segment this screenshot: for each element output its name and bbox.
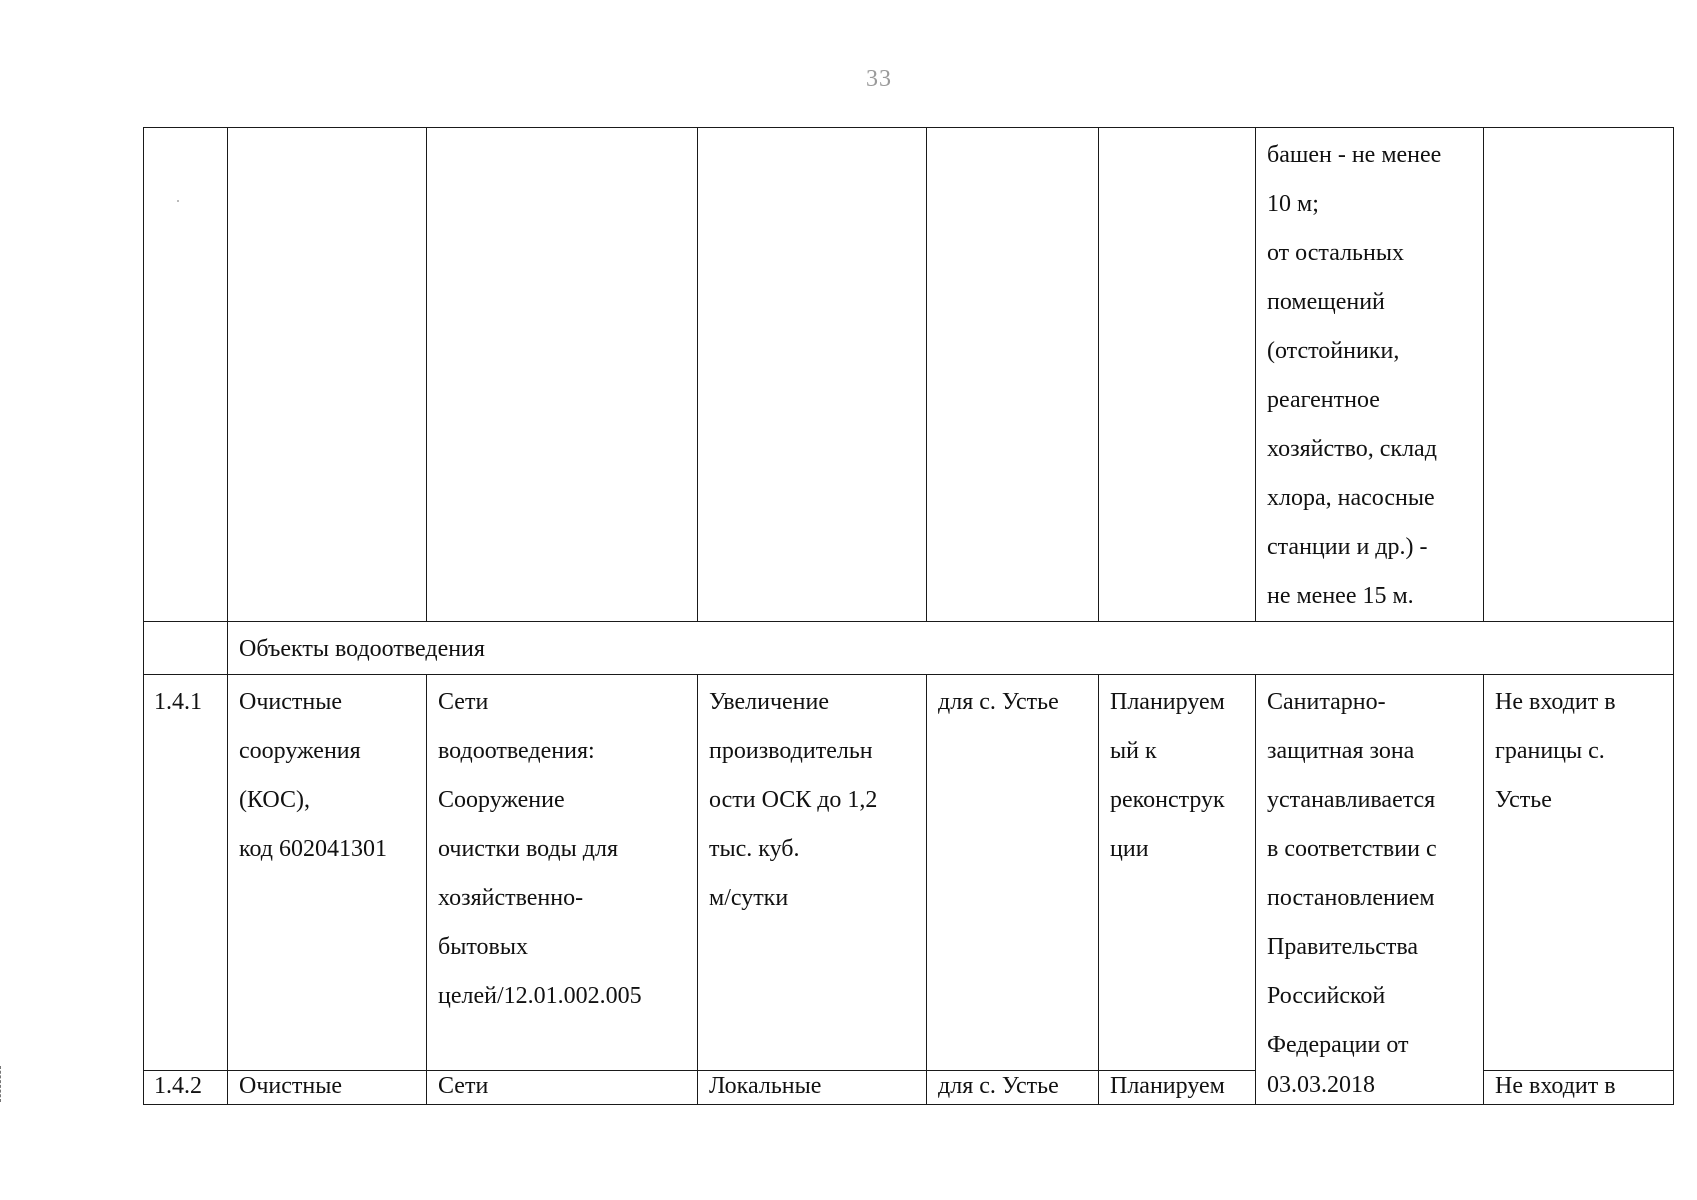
zone-text-line: от остальных (1267, 240, 1404, 266)
table-row (144, 1070, 1674, 1104)
object-type (427, 1070, 698, 1104)
status-line: ый к (1110, 738, 1157, 764)
type-line: очистки воды для (438, 836, 618, 862)
zone-line: постановлением (1267, 885, 1435, 911)
page-number: 33 (866, 66, 892, 92)
status-line: Планируем (1110, 689, 1225, 715)
continuation-row (144, 128, 1674, 622)
zone-text-line: не менее 15 м. (1267, 583, 1414, 609)
cont-cell-num (144, 128, 228, 622)
characteristics-line: м/сутки (709, 885, 789, 911)
row-number (144, 675, 228, 1071)
type-line: Сети (438, 689, 489, 715)
characteristics-line: Увеличение (709, 689, 830, 715)
status-line: ции (1110, 836, 1149, 862)
object-name (228, 1070, 427, 1104)
zone-text-line: хлора, насосные (1267, 485, 1435, 511)
zone-text-line: хозяйство, склад (1267, 436, 1437, 462)
status-line: Планируем (1110, 1072, 1225, 1099)
cont-cell-zone (1256, 128, 1484, 622)
zone-line: защитная зона (1267, 738, 1415, 764)
zone-line: Российской (1267, 983, 1386, 1009)
cont-cell-note (1484, 128, 1674, 622)
section-header-row (144, 622, 1674, 675)
type-line: Сооружение (438, 787, 565, 813)
section-cell-num (144, 622, 228, 675)
row-number-text: 1.4.2 (154, 1072, 202, 1099)
location-line: для с. Устье (938, 689, 1059, 715)
margin-scan-marks (0, 1066, 7, 1102)
note-line: границы с. (1495, 738, 1605, 764)
type-line: хозяйственно- (438, 885, 584, 911)
zone-text-line: 10 м; (1267, 191, 1319, 217)
note-line: Не входит в (1495, 689, 1616, 715)
cont-cell-status (1099, 128, 1256, 622)
object-note (1484, 1070, 1674, 1104)
object-characteristics (698, 675, 927, 1071)
name-line: Очистные (239, 1072, 343, 1099)
type-line: Сети (438, 1072, 489, 1099)
zone-line: в соответствии с (1267, 836, 1437, 862)
zone-line: устанавливается (1267, 787, 1436, 813)
location-line: для с. Устье (938, 1072, 1059, 1099)
type-line: целей/12.01.002.005 (438, 983, 642, 1009)
characteristics-line: производительн (709, 738, 873, 764)
zone-text-line: помещений (1267, 289, 1385, 315)
characteristics-line: Локальные (709, 1072, 822, 1099)
cont-cell-name (228, 128, 427, 622)
name-line: код 602041301 (239, 836, 387, 862)
status-line: реконструк (1110, 787, 1225, 813)
object-zone (1256, 675, 1484, 1071)
type-line: бытовых (438, 934, 528, 960)
object-status (1099, 675, 1256, 1071)
zone-text-line: башен - не менее (1267, 142, 1442, 168)
name-line: сооружения (239, 738, 361, 764)
type-line: водоотведения: (438, 738, 595, 764)
object-status (1099, 1070, 1256, 1104)
name-line: Очистные (239, 689, 343, 715)
object-note (1484, 675, 1674, 1071)
cont-cell-location (927, 128, 1099, 622)
zone-line: Санитарно- (1267, 689, 1386, 715)
characteristics-line: тыс. куб. (709, 836, 800, 862)
object-zone (1256, 1070, 1484, 1104)
zone-text-line: (отстойники, (1267, 338, 1400, 364)
object-name (228, 675, 427, 1071)
characteristics-line: ости ОСК до 1,2 (709, 787, 878, 813)
zone-line: Федерации от (1267, 1032, 1409, 1058)
zone-text-line: реагентное (1267, 387, 1380, 413)
cont-cell-characteristics (698, 128, 927, 622)
object-characteristics (698, 1070, 927, 1104)
section-title: Объекты водоотведения (239, 636, 485, 662)
zone-text-line: станции и др.) - (1267, 534, 1428, 560)
row-number (144, 1070, 228, 1104)
section-header (228, 622, 1674, 675)
zone-line: 03.03.2018 (1267, 1072, 1375, 1098)
row-number-text: 1.4.1 (154, 689, 202, 715)
objects-table (143, 127, 1674, 1105)
note-line: Не входит в (1495, 1072, 1616, 1099)
cont-cell-type (427, 128, 698, 622)
note-line: Устье (1495, 787, 1552, 813)
name-line: (КОС), (239, 787, 311, 813)
object-location (927, 1070, 1099, 1104)
table-row (144, 675, 1674, 1071)
object-location (927, 675, 1099, 1071)
zone-line: Правительства (1267, 934, 1419, 960)
object-type (427, 675, 698, 1071)
